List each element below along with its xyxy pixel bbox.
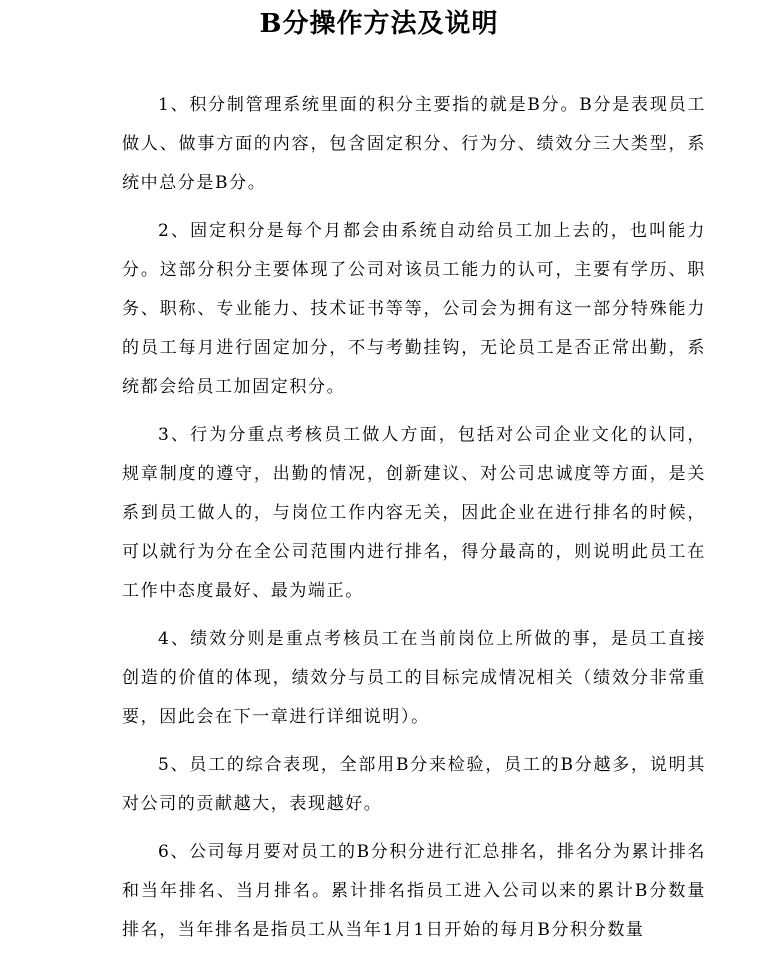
document-title: B分操作方法及说明: [259, 9, 499, 39]
paragraph-1: 1、积分制管理系统里面的积分主要指的就是B分。B分是表现员工做人、做事方面的内容，包含固定积分、行为分、绩效分三大类型，系统中总分是B分。: [122, 95, 706, 193]
paragraph-5: 5、员工的综合表现，全部用B分来检验，员工的B分越多，说明其对公司的贡献越大，表现越好。: [122, 755, 706, 814]
paragraph-2: 2、固定积分是每个月都会由系统自动给员工加上去的，也叫能力分。这部分积分主要体现了公司对该员工能力的认可，主要有学历、职务、职称、专业能力、技术证书等等，公司会为拥有这一部分特殊能力的员工每月进行固定加分，不与考勤挂钩，无论员工是否正常出勤，系统都会给员工加固定积分。: [122, 221, 706, 397]
paragraph-4: 4、绩效分则是重点考核员工在当前岗位上所做的事，是员工直接创造的价值的体现，绩效分与员工的目标完成情况相关（绩效分非常重要，因此会在下一章进行详细说明）。: [122, 629, 706, 727]
paragraph-6: 6、公司每月要对员工的B分积分进行汇总排名，排名分为累计排名和当年排名、当月排名。累计排名指员工进入公司以来的累计B分数量排名，当年排名是指员工从当年1月1日开始的每月B分积分数量: [122, 842, 706, 940]
document-body: [122, 86, 706, 959]
paragraph-3: 3、行为分重点考核员工做人方面，包括对公司企业文化的认同，规章制度的遵守，出勤的情况，创新建议、对公司忠诚度等方面，是关系到员工做人的，与岗位工作内容无关，因此企业在进行排名的时候，可以就行为分在全公司范围内进行排名，得分最高的，则说明此员工在工作中态度最好、最为端正。: [122, 425, 706, 601]
